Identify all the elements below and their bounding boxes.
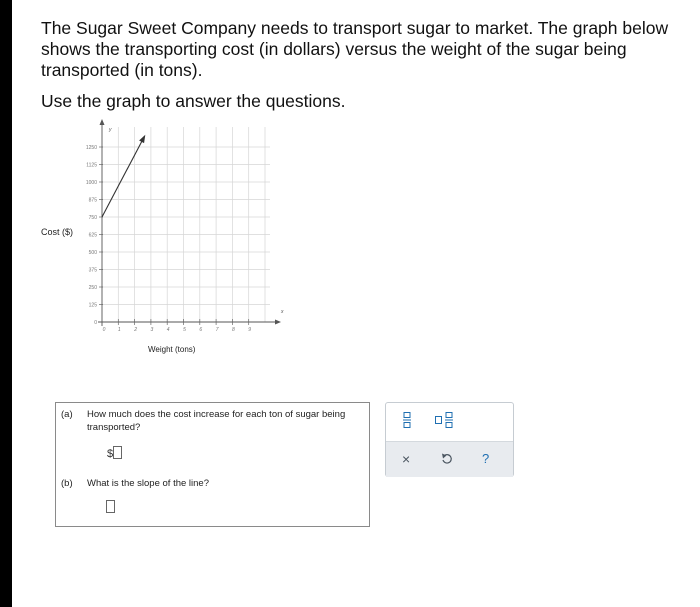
mixed-number-icon[interactable] bbox=[435, 412, 455, 428]
x-tick-label: 5 bbox=[183, 327, 186, 333]
toolbar-bottom-row bbox=[386, 441, 513, 477]
question-b-text: What is the slope of the line? bbox=[87, 478, 209, 489]
y-axis-arrow bbox=[100, 119, 105, 125]
answer-b-input[interactable] bbox=[106, 500, 115, 513]
y-tick-label: 750 bbox=[88, 215, 97, 221]
x-tick-label: 4 bbox=[166, 327, 170, 333]
x-tick-label: 9 bbox=[248, 327, 252, 333]
math-toolbar bbox=[385, 402, 514, 477]
cost-line bbox=[102, 137, 144, 218]
y-tick-label: 375 bbox=[88, 267, 97, 274]
question-a-text: How much does the cost increase for each ton of sugar being transported? bbox=[87, 409, 346, 433]
grid-lines bbox=[102, 127, 270, 322]
graph-canvas bbox=[30, 115, 290, 365]
toolbar-top-row bbox=[386, 403, 513, 440]
y-tick-label: 250 bbox=[88, 285, 97, 291]
problem-statement: The Sugar Sweet Company needs to transport sugar to market. The graph below shows the transporting cost (in dollars) versus the weight of the sugar being transported (in tons). bbox=[41, 18, 669, 80]
x-tick-label: 6 bbox=[199, 327, 203, 333]
y-tick-label: 1125 bbox=[86, 162, 97, 169]
y-tick-label: 500 bbox=[88, 250, 97, 256]
window-edge bbox=[0, 0, 12, 607]
y-tick-label: 625 bbox=[88, 232, 97, 239]
x-axis-arrow bbox=[275, 320, 281, 325]
answer-a-input[interactable] bbox=[113, 446, 122, 459]
x-tick-label: 7 bbox=[215, 327, 219, 333]
cost-weight-graph bbox=[30, 115, 290, 365]
fraction-icon[interactable] bbox=[403, 412, 412, 428]
question-box bbox=[55, 402, 370, 527]
x-tick-label: 8 bbox=[232, 327, 235, 333]
answer-b-row bbox=[106, 500, 115, 514]
y-tick-label: 0 bbox=[94, 320, 97, 326]
axes bbox=[98, 119, 281, 326]
x-tick-label: 0 bbox=[102, 327, 106, 333]
y-axis-label: Cost ($) bbox=[41, 227, 74, 237]
x-axis-variable: x bbox=[281, 309, 284, 315]
x-axis-label: Weight (tons) bbox=[148, 345, 196, 354]
x-tick-label: 2 bbox=[134, 327, 137, 333]
clear-icon[interactable]: × bbox=[402, 451, 411, 467]
question-b-label: (b) bbox=[61, 478, 73, 489]
answer-a-row bbox=[107, 446, 122, 460]
help-icon[interactable]: ? bbox=[482, 451, 490, 466]
x-tick-label: 3 bbox=[150, 327, 154, 333]
cost-line-arrow bbox=[139, 135, 145, 143]
y-tick-label: 1000 bbox=[85, 180, 97, 186]
x-tick-label: 1 bbox=[117, 327, 121, 333]
y-axis-variable: y bbox=[109, 127, 112, 133]
question-a-label: (a) bbox=[61, 409, 73, 420]
undo-icon[interactable] bbox=[441, 452, 453, 465]
instruction-text: Use the graph to answer the questions. bbox=[41, 91, 346, 111]
y-tick-label: 1250 bbox=[85, 145, 97, 151]
y-tick-label: 125 bbox=[88, 302, 97, 309]
y-tick-label: 875 bbox=[88, 197, 97, 204]
dollar-prefix: $ bbox=[107, 448, 114, 460]
